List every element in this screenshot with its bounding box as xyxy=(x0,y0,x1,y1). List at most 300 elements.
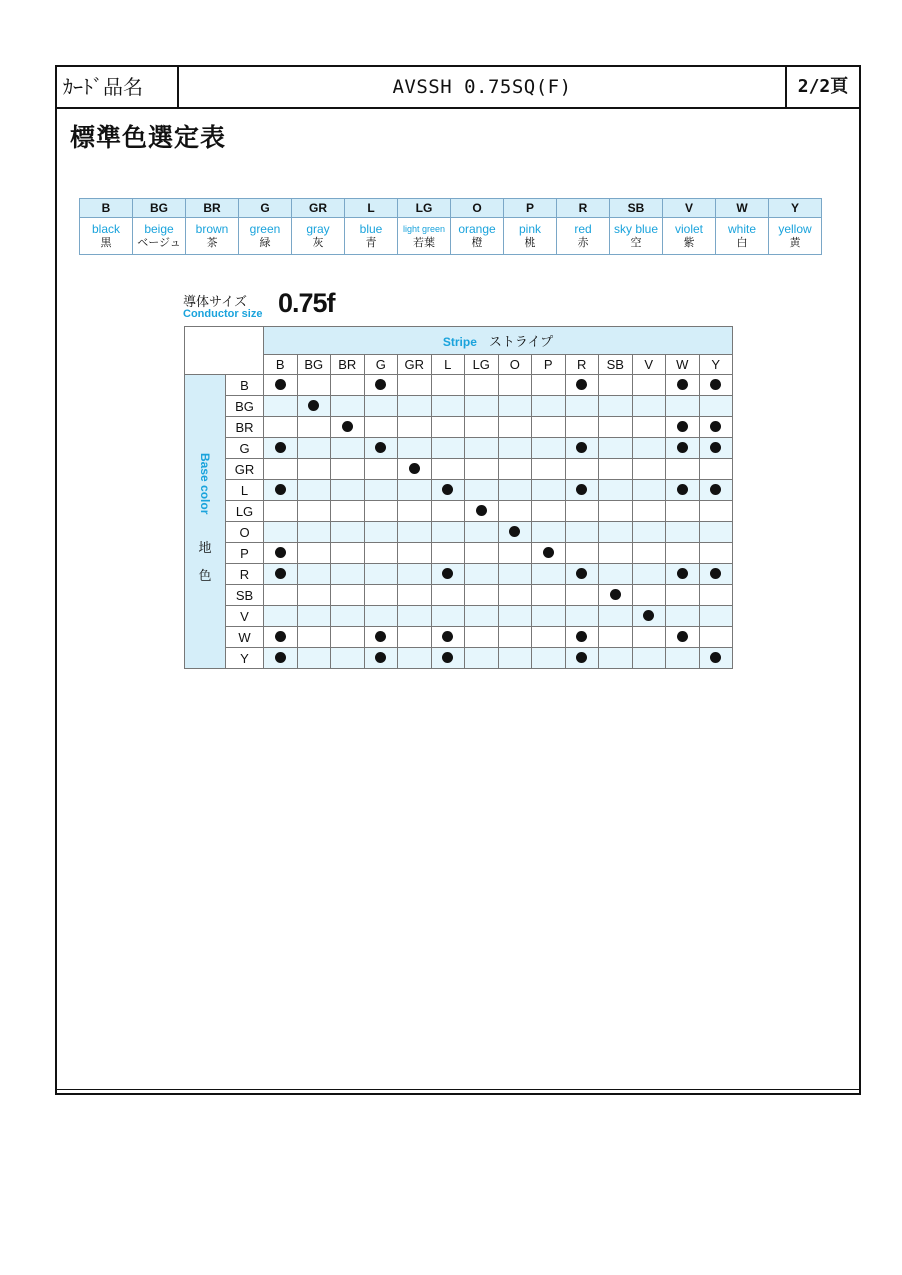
base-row-label: BR xyxy=(226,417,264,438)
matrix-cell xyxy=(297,480,331,501)
legend-name-en: brown xyxy=(195,222,229,236)
matrix-cell xyxy=(666,438,700,459)
available-mark-r-y xyxy=(710,568,721,579)
matrix-cell xyxy=(632,417,666,438)
legend-code-b: B xyxy=(80,199,133,218)
matrix-cell xyxy=(699,480,733,501)
matrix-cell xyxy=(532,375,566,396)
available-mark-b-b xyxy=(275,379,286,390)
available-mark-l-b xyxy=(275,484,286,495)
base-row-label: V xyxy=(226,606,264,627)
base-color-label xyxy=(185,375,226,669)
legend-name-jp: 橙 xyxy=(471,236,483,249)
matrix-cell xyxy=(331,396,365,417)
matrix-cell xyxy=(297,438,331,459)
matrix-cell xyxy=(498,564,532,585)
matrix-cell xyxy=(465,543,499,564)
available-mark-w-w xyxy=(677,631,688,642)
available-mark-y-l xyxy=(442,652,453,663)
matrix-cell xyxy=(364,438,398,459)
legend-name-o xyxy=(451,218,504,255)
matrix-cell xyxy=(431,375,465,396)
matrix-cell xyxy=(264,606,298,627)
matrix-cell xyxy=(599,501,633,522)
matrix-cell xyxy=(431,396,465,417)
legend-code-o: O xyxy=(451,199,504,218)
base-row-label: B xyxy=(226,375,264,396)
base-label-en: Base color xyxy=(198,453,212,515)
matrix-cell xyxy=(465,480,499,501)
matrix-cell xyxy=(364,606,398,627)
stripe-col-p: P xyxy=(532,355,566,375)
legend-code-v: V xyxy=(663,199,716,218)
matrix-cell xyxy=(498,522,532,543)
base-row-label: P xyxy=(226,543,264,564)
matrix-cell xyxy=(699,375,733,396)
available-mark-g-g xyxy=(375,442,386,453)
matrix-cell xyxy=(465,564,499,585)
available-mark-b-r xyxy=(576,379,587,390)
stripe-col-l: L xyxy=(431,355,465,375)
available-mark-o-o xyxy=(509,526,520,537)
matrix-cell xyxy=(264,501,298,522)
legend-code-row xyxy=(80,199,822,218)
matrix-cell xyxy=(599,438,633,459)
base-row-label: GR xyxy=(226,459,264,480)
matrix-cell xyxy=(532,459,566,480)
legend-name-jp: 黄 xyxy=(789,236,801,249)
legend-code-sb: SB xyxy=(610,199,663,218)
matrix-cell xyxy=(632,585,666,606)
matrix-cell xyxy=(632,522,666,543)
available-mark-br-y xyxy=(710,421,721,432)
matrix-cell xyxy=(599,522,633,543)
legend-name-br xyxy=(186,218,239,255)
matrix-cell xyxy=(465,396,499,417)
stripe-col-g: G xyxy=(364,355,398,375)
matrix-cell xyxy=(532,564,566,585)
matrix-cell xyxy=(599,396,633,417)
matrix-cell xyxy=(364,564,398,585)
available-mark-w-b xyxy=(275,631,286,642)
matrix-cell xyxy=(264,459,298,480)
page-number: 2/2頁 xyxy=(785,67,859,107)
matrix-cell xyxy=(699,459,733,480)
stripe-col-b: B xyxy=(264,355,298,375)
matrix-cell xyxy=(331,375,365,396)
matrix-cell xyxy=(599,543,633,564)
matrix-corner xyxy=(185,327,264,375)
matrix-cell xyxy=(264,480,298,501)
matrix-cell xyxy=(666,522,700,543)
matrix-cell xyxy=(599,585,633,606)
matrix-cell xyxy=(699,585,733,606)
matrix-cell xyxy=(331,564,365,585)
matrix-cell xyxy=(632,606,666,627)
matrix-cell xyxy=(666,543,700,564)
legend-name-row xyxy=(80,218,822,255)
matrix-row-sb xyxy=(185,585,733,606)
matrix-cell xyxy=(666,375,700,396)
matrix-cell xyxy=(465,522,499,543)
matrix-cell xyxy=(297,396,331,417)
matrix-cell xyxy=(699,648,733,669)
available-mark-g-w xyxy=(677,442,688,453)
matrix-cell xyxy=(465,627,499,648)
legend-name-en: violet xyxy=(674,222,703,236)
legend-name-p xyxy=(504,218,557,255)
legend-name-en: blue xyxy=(359,222,383,236)
stripe-label-en: Stripe xyxy=(442,335,477,349)
matrix-cell xyxy=(599,375,633,396)
product-name-label: ｶｰﾄﾞ品名 xyxy=(57,67,179,107)
matrix-cell xyxy=(666,585,700,606)
stripe-col-y: Y xyxy=(699,355,733,375)
matrix-cell xyxy=(699,606,733,627)
base-label-jp: 色 xyxy=(198,567,212,583)
matrix-stripe-header-row xyxy=(185,327,733,355)
matrix-cell xyxy=(498,480,532,501)
stripe-col-lg: LG xyxy=(465,355,499,375)
available-mark-w-r xyxy=(576,631,587,642)
legend-name-en: beige xyxy=(144,222,174,236)
matrix-cell xyxy=(264,375,298,396)
available-mark-r-b xyxy=(275,568,286,579)
matrix-cell xyxy=(532,396,566,417)
matrix-cell xyxy=(699,627,733,648)
matrix-cell xyxy=(465,648,499,669)
matrix-cell xyxy=(364,648,398,669)
matrix-cell xyxy=(498,417,532,438)
matrix-cell xyxy=(297,375,331,396)
available-mark-b-y xyxy=(710,379,721,390)
legend-name-jp: 黒 xyxy=(100,236,112,249)
matrix-cell xyxy=(264,417,298,438)
legend-name-b xyxy=(80,218,133,255)
matrix-cell xyxy=(398,396,432,417)
matrix-cell xyxy=(632,627,666,648)
base-row-label: O xyxy=(226,522,264,543)
matrix-cell xyxy=(699,501,733,522)
conductor-size-label-jp: 導体サイズ xyxy=(183,295,247,310)
matrix-cell xyxy=(398,564,432,585)
matrix-cell xyxy=(565,438,599,459)
matrix-cell xyxy=(599,606,633,627)
matrix-row-l xyxy=(185,480,733,501)
matrix-cell xyxy=(431,564,465,585)
matrix-cell xyxy=(331,627,365,648)
available-mark-sb-sb xyxy=(610,589,621,600)
matrix-cell xyxy=(431,417,465,438)
legend-name-jp: 紫 xyxy=(683,236,695,249)
matrix-cell xyxy=(297,417,331,438)
available-mark-br-w xyxy=(677,421,688,432)
matrix-cell xyxy=(465,606,499,627)
matrix-cell xyxy=(331,606,365,627)
legend-name-jp: 桃 xyxy=(524,236,536,249)
product-name: AVSSH 0.75SQ(F) xyxy=(392,76,572,98)
matrix-cell xyxy=(632,501,666,522)
stripe-column-header-row xyxy=(185,355,733,375)
available-mark-p-p xyxy=(543,547,554,558)
base-row-label: R xyxy=(226,564,264,585)
matrix-row-bg xyxy=(185,396,733,417)
matrix-cell xyxy=(398,480,432,501)
matrix-cell xyxy=(364,543,398,564)
legend-name-lg xyxy=(398,218,451,255)
conductor-size-value: 0.75f xyxy=(278,288,335,318)
available-mark-w-g xyxy=(375,631,386,642)
legend-code-g: G xyxy=(239,199,292,218)
matrix-row-v xyxy=(185,606,733,627)
matrix-cell xyxy=(331,501,365,522)
available-mark-r-w xyxy=(677,568,688,579)
legend-code-r: R xyxy=(557,199,610,218)
matrix-cell xyxy=(632,438,666,459)
matrix-cell xyxy=(599,480,633,501)
stripe-col-gr: GR xyxy=(398,355,432,375)
legend-name-en: gray xyxy=(306,222,330,236)
stripe-col-o: O xyxy=(498,355,532,375)
legend-code-bg: BG xyxy=(133,199,186,218)
conductor-size-label-en: Conductor size xyxy=(183,308,263,320)
matrix-cell xyxy=(398,648,432,669)
matrix-cell xyxy=(565,564,599,585)
stripe-col-bg: BG xyxy=(297,355,331,375)
matrix-cell xyxy=(264,438,298,459)
matrix-cell xyxy=(297,543,331,564)
stripe-col-v: V xyxy=(632,355,666,375)
matrix-cell xyxy=(465,375,499,396)
matrix-cell xyxy=(632,564,666,585)
legend-name-en: sky blue xyxy=(613,222,659,236)
matrix-cell xyxy=(264,627,298,648)
matrix-cell xyxy=(565,648,599,669)
available-mark-g-r xyxy=(576,442,587,453)
stripe-header xyxy=(264,327,733,355)
available-mark-y-g xyxy=(375,652,386,663)
matrix-cell xyxy=(398,459,432,480)
legend-name-l xyxy=(345,218,398,255)
matrix-cell xyxy=(699,564,733,585)
base-label-jp: 地 xyxy=(198,539,212,555)
matrix-cell xyxy=(565,480,599,501)
legend-name-en: red xyxy=(574,222,592,236)
legend-name-en: green xyxy=(249,222,281,236)
legend-name-gr xyxy=(292,218,345,255)
matrix-cell xyxy=(699,417,733,438)
matrix-row-p xyxy=(185,543,733,564)
color-combination-matrix xyxy=(184,326,733,669)
available-mark-lg-lg xyxy=(476,505,487,516)
matrix-cell xyxy=(498,459,532,480)
available-mark-l-w xyxy=(677,484,688,495)
matrix-cell xyxy=(599,417,633,438)
legend-name-jp: 空 xyxy=(630,236,642,249)
matrix-cell xyxy=(565,501,599,522)
matrix-cell xyxy=(465,585,499,606)
matrix-cell xyxy=(364,501,398,522)
legend-code-p: P xyxy=(504,199,557,218)
matrix-cell xyxy=(565,375,599,396)
matrix-cell xyxy=(699,438,733,459)
matrix-cell xyxy=(431,459,465,480)
matrix-cell xyxy=(666,564,700,585)
legend-name-jp: ベージュ xyxy=(137,236,181,249)
matrix-cell xyxy=(632,543,666,564)
matrix-cell xyxy=(465,459,499,480)
legend-name-en: white xyxy=(727,222,756,236)
base-row-label: G xyxy=(226,438,264,459)
matrix-cell xyxy=(532,585,566,606)
matrix-cell xyxy=(599,627,633,648)
matrix-cell xyxy=(264,585,298,606)
matrix-cell xyxy=(297,648,331,669)
matrix-cell xyxy=(666,417,700,438)
matrix-cell xyxy=(565,606,599,627)
matrix-cell xyxy=(431,501,465,522)
matrix-cell xyxy=(532,543,566,564)
matrix-cell xyxy=(498,606,532,627)
matrix-cell xyxy=(331,459,365,480)
matrix-cell xyxy=(431,543,465,564)
matrix-cell xyxy=(398,501,432,522)
legend-name-jp: 茶 xyxy=(206,236,218,249)
available-mark-gr-gr xyxy=(409,463,420,474)
matrix-cell xyxy=(666,459,700,480)
legend-code-lg: LG xyxy=(398,199,451,218)
stripe-label-jp: ストライプ xyxy=(488,334,554,349)
legend-name-bg xyxy=(133,218,186,255)
matrix-cell xyxy=(565,543,599,564)
matrix-cell xyxy=(666,627,700,648)
legend-name-en: yellow xyxy=(778,222,812,236)
matrix-cell xyxy=(599,459,633,480)
matrix-cell xyxy=(666,480,700,501)
matrix-cell xyxy=(498,648,532,669)
matrix-cell xyxy=(532,501,566,522)
legend-name-v xyxy=(663,218,716,255)
legend-name-g xyxy=(239,218,292,255)
matrix-cell xyxy=(666,648,700,669)
matrix-cell xyxy=(431,648,465,669)
matrix-cell xyxy=(699,522,733,543)
matrix-cell xyxy=(632,480,666,501)
available-mark-b-g xyxy=(375,379,386,390)
legend-code-w: W xyxy=(716,199,769,218)
legend-name-en: orange xyxy=(458,222,496,236)
available-mark-r-l xyxy=(442,568,453,579)
matrix-cell xyxy=(599,648,633,669)
matrix-cell xyxy=(264,648,298,669)
legend-code-br: BR xyxy=(186,199,239,218)
base-row-label: BG xyxy=(226,396,264,417)
matrix-row-gr xyxy=(185,459,733,480)
available-mark-y-y xyxy=(710,652,721,663)
legend-name-jp: 緑 xyxy=(259,236,271,249)
matrix-cell xyxy=(532,522,566,543)
matrix-cell xyxy=(565,522,599,543)
matrix-cell xyxy=(398,627,432,648)
matrix-cell xyxy=(398,417,432,438)
legend-name-jp: 白 xyxy=(736,236,748,249)
matrix-cell xyxy=(364,522,398,543)
matrix-cell xyxy=(364,417,398,438)
matrix-cell xyxy=(498,543,532,564)
available-mark-b-w xyxy=(677,379,688,390)
matrix-cell xyxy=(699,396,733,417)
matrix-cell xyxy=(297,585,331,606)
matrix-cell xyxy=(297,459,331,480)
matrix-cell xyxy=(565,585,599,606)
base-row-label: L xyxy=(226,480,264,501)
header-row xyxy=(57,67,859,109)
matrix-cell xyxy=(331,417,365,438)
stripe-col-br: BR xyxy=(331,355,365,375)
legend-name-jp: 赤 xyxy=(577,236,589,249)
available-mark-bg-bg xyxy=(308,400,319,411)
matrix-cell xyxy=(532,606,566,627)
available-mark-p-b xyxy=(275,547,286,558)
base-row-label: W xyxy=(226,627,264,648)
stripe-col-r: R xyxy=(565,355,599,375)
base-row-label: Y xyxy=(226,648,264,669)
available-mark-r-r xyxy=(576,568,587,579)
matrix-cell xyxy=(264,543,298,564)
matrix-cell xyxy=(465,438,499,459)
matrix-cell xyxy=(331,480,365,501)
matrix-cell xyxy=(398,522,432,543)
matrix-cell xyxy=(264,564,298,585)
matrix-cell xyxy=(364,480,398,501)
matrix-row-o xyxy=(185,522,733,543)
legend-name-jp: 灰 xyxy=(312,236,324,249)
matrix-cell xyxy=(532,648,566,669)
matrix-row-y xyxy=(185,648,733,669)
matrix-cell xyxy=(297,564,331,585)
matrix-cell xyxy=(297,522,331,543)
matrix-cell xyxy=(398,543,432,564)
legend-name-jp: 青 xyxy=(365,236,377,249)
matrix-cell xyxy=(331,522,365,543)
matrix-row-w xyxy=(185,627,733,648)
matrix-row-b xyxy=(185,375,733,396)
matrix-cell xyxy=(398,438,432,459)
stripe-col-w: W xyxy=(666,355,700,375)
matrix-cell xyxy=(431,585,465,606)
matrix-cell xyxy=(431,438,465,459)
matrix-cell xyxy=(498,396,532,417)
matrix-row-r xyxy=(185,564,733,585)
legend-name-en: black xyxy=(91,222,120,236)
matrix-cell xyxy=(331,648,365,669)
stripe-col-sb: SB xyxy=(599,355,633,375)
legend-code-gr: GR xyxy=(292,199,345,218)
matrix-cell xyxy=(666,501,700,522)
matrix-cell xyxy=(297,606,331,627)
matrix-cell xyxy=(565,417,599,438)
matrix-cell xyxy=(364,627,398,648)
matrix-cell xyxy=(632,459,666,480)
matrix-cell xyxy=(398,606,432,627)
matrix-cell xyxy=(264,396,298,417)
matrix-cell xyxy=(532,417,566,438)
matrix-cell xyxy=(532,438,566,459)
matrix-cell xyxy=(465,501,499,522)
legend-name-jp: 若葉 xyxy=(413,236,435,249)
matrix-cell xyxy=(666,606,700,627)
legend-name-sb xyxy=(610,218,663,255)
